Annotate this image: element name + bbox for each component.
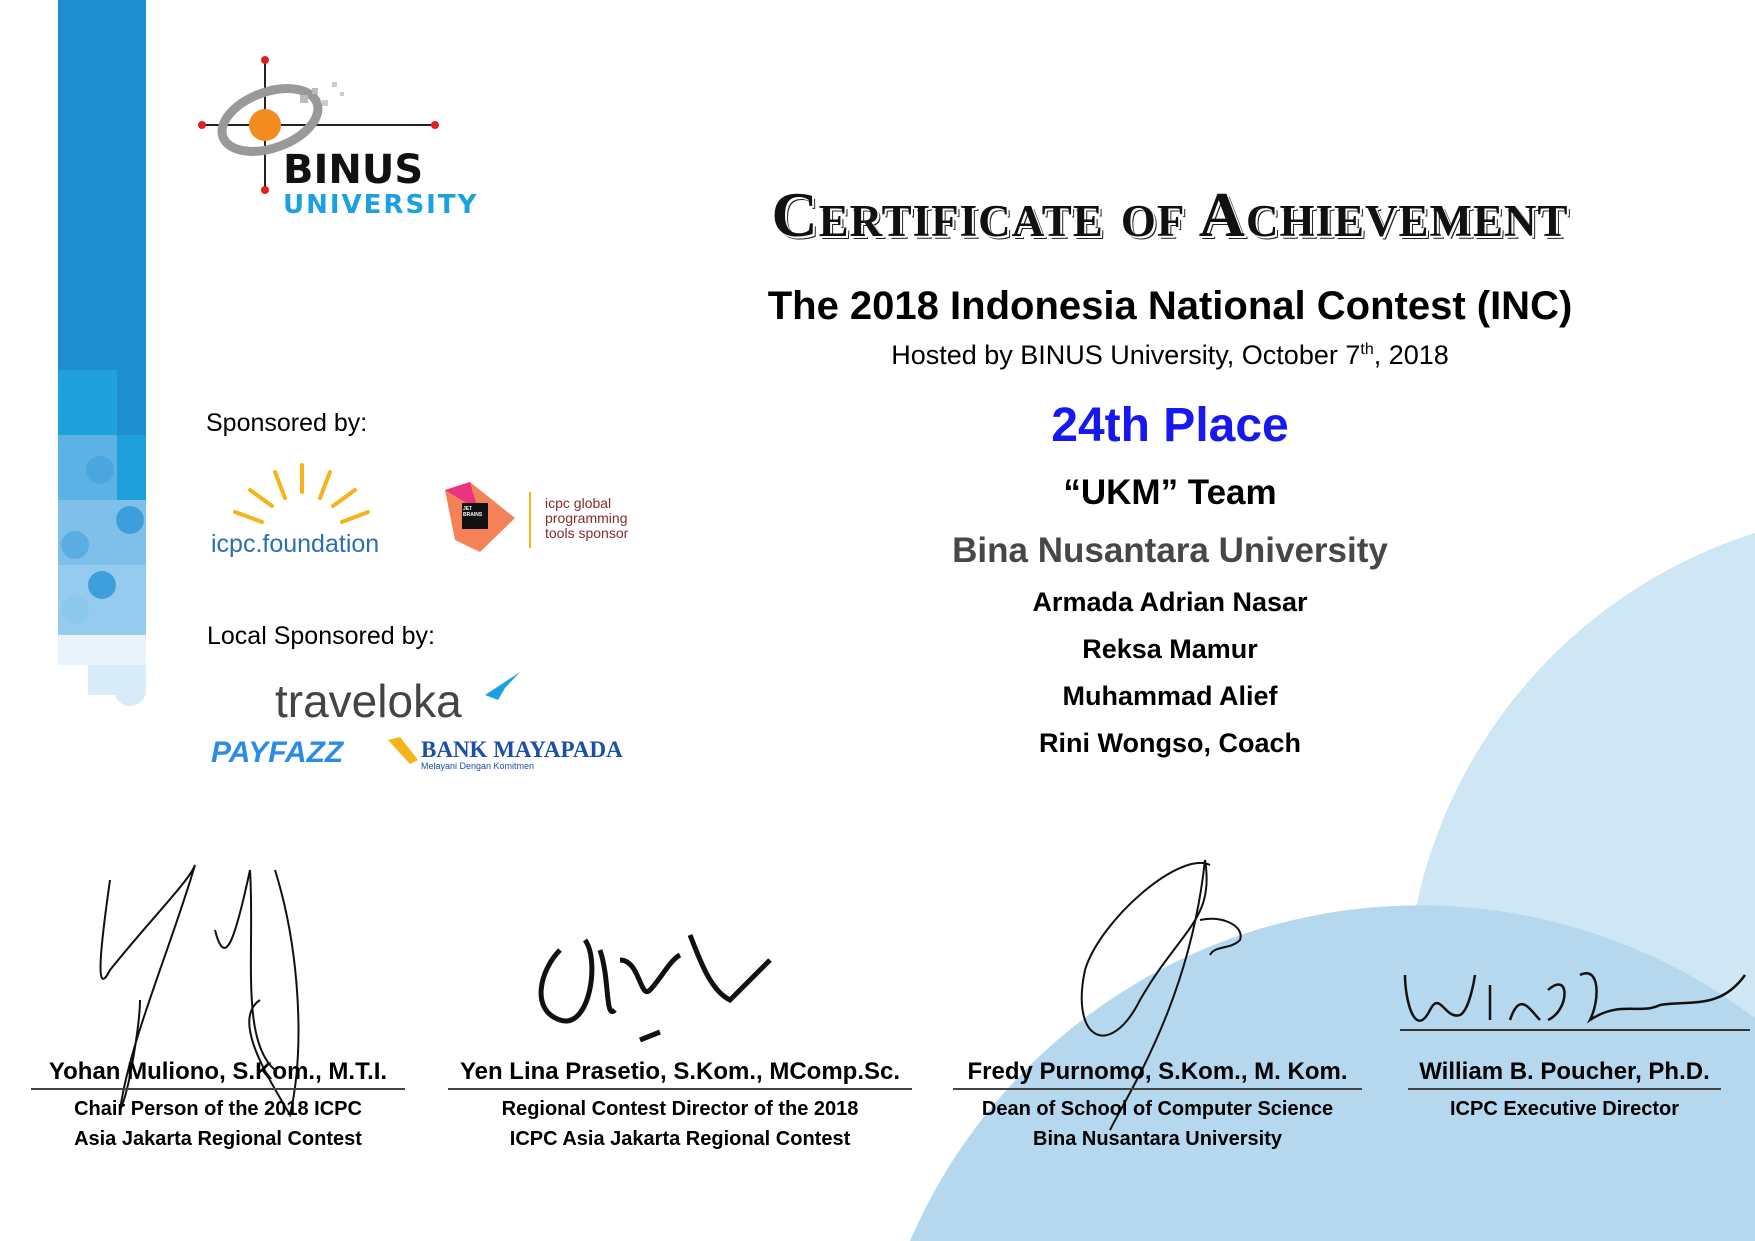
signatory-name: William B. Poucher, Ph.D. (1408, 1058, 1721, 1090)
blue-side-bar (58, 0, 146, 706)
signatory-name: Fredy Purnomo, S.Kom., M. Kom. (953, 1058, 1362, 1090)
jetbrains-sponsor-text (545, 496, 628, 541)
team-coach: Rini Wongso, Coach (1039, 728, 1301, 758)
hosted-text: Hosted by BINUS University, October 7 (891, 340, 1361, 370)
hosted-year: , 2018 (1373, 340, 1449, 370)
signatory-4 (1408, 1058, 1721, 1124)
signatory-title: ICPC Asia Jakarta Regional Contest (509, 1128, 851, 1150)
signatory-1 (31, 1058, 405, 1154)
jetbrains-badge: JET BRAINS (463, 506, 483, 518)
signatory-title: Asia Jakarta Regional Contest (74, 1128, 362, 1150)
logo-university-text: UNIVERSITY (283, 190, 479, 220)
team-member: Reksa Mamur (1082, 634, 1258, 664)
mayapada-name: BANK MAYAPADA (421, 737, 623, 762)
jetbrains-line: programming (545, 510, 628, 526)
local-sponsored-label: Local Sponsored by: (207, 622, 435, 650)
sponsored-by-label: Sponsored by: (206, 409, 368, 437)
team-name: “UKM” Team (1063, 473, 1277, 512)
traveloka-logo: traveloka (275, 675, 462, 727)
contest-name: The 2018 Indonesia National Contest (INC) (767, 284, 1573, 328)
icpc-foundation-sun-icon (235, 465, 368, 522)
mayapada-logo-icon (388, 737, 418, 764)
jetbrains-logo-icon (445, 482, 530, 552)
team-member: Muhammad Alief (1062, 681, 1278, 711)
signatory-title: Chair Person of the 2018 ICPC (74, 1098, 362, 1120)
signatory-name: Yohan Muliono, S.Kom., M.T.I. (31, 1058, 405, 1090)
signatory-title: Regional Contest Director of the 2018 (501, 1098, 859, 1120)
signatory-title: ICPC Executive Director (1450, 1098, 1679, 1120)
traveloka-bird-icon (485, 672, 520, 700)
icpc-foundation-text: icpc.foundation (211, 530, 380, 558)
binus-logo (283, 147, 479, 220)
signatory-3 (953, 1058, 1362, 1154)
hosted-sup: th (1360, 341, 1374, 358)
hosted-by (620, 340, 1720, 371)
signatory-2 (448, 1058, 912, 1154)
payfazz-logo: PAYFAZZ (211, 736, 344, 769)
bank-mayapada-logo (421, 738, 623, 771)
certificate-title: Certificate of Achievement (771, 179, 1569, 250)
jetbrains-line: icpc global (545, 495, 612, 511)
signature-yen (541, 935, 770, 1040)
signatory-title: Bina Nusantara University (1033, 1128, 1282, 1150)
jetbrains-line: tools sponsor (545, 525, 629, 541)
place-award: 24th Place (1051, 399, 1289, 452)
team-member: Armada Adrian Nasar (1032, 587, 1308, 617)
logo-binus-text: BINUS (283, 147, 424, 193)
mayapada-tagline: Melayani Dengan Komitmen (421, 761, 535, 771)
signatory-name: Yen Lina Prasetio, S.Kom., MComp.Sc. (448, 1058, 912, 1090)
signatory-title: Dean of School of Computer Science (981, 1098, 1334, 1120)
university-name: Bina Nusantara University (952, 531, 1388, 570)
icpc-foundation-logo (211, 530, 379, 559)
